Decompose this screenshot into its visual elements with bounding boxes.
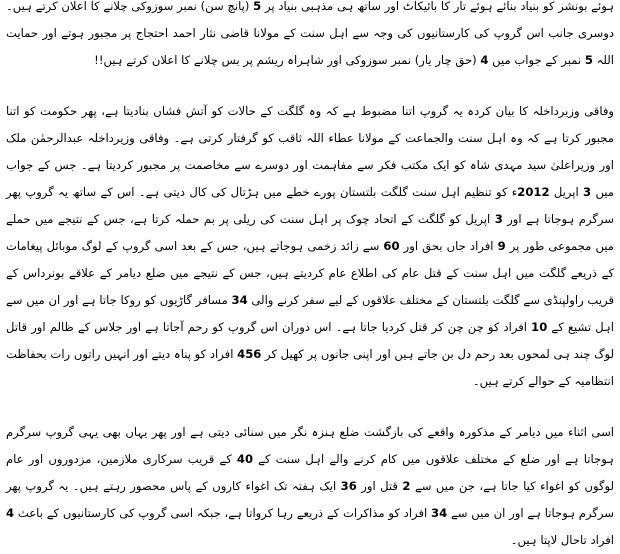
numeral: 3 — [583, 185, 592, 199]
paragraph-2: وفاقی وزیرداخلہ کا بیان کردہ یہ گروپ اتنا مضبوط ہے کہ وہ گلگت کے حالات کو آتش فشاں بنادیتا ہے، پھر حکومت کو اتنا مجبور کرتا ہے کہ وہ اہل سنت والجماعت کے مولانا عطاء اللہ ثاقب کو گرفتار کرتی ہے۔ وفاقی وزیرداخلہ عبدالرحمٰن ملک اور وزیراعلیٰ سید مہدی شاہ کو ایک مکتب فکر سے مفاہمت اور دوسرے سے مخاصمت پر مجبور کردیتا ہے۔ جس کے جواب میں 3 اپریل 2012ء کو تنظیم اہل سنت گلگت بلتستان پورے خطے میں ہڑتال کی کال دیتی ہے۔ اس کے ساتھ یہ گروپ پھر سرگرم ہوجاتا ہے اور 3 اپریل کو گلگت کے اتحاد چوک پر اہل سنت کی ریلی پر بم حملہ کرتا ہے، جس کے نتیجے میں حملے میں مجموعی طور پر 9 افراد جاں بحق اور 60 سے زائد زخمی ہوجاتے ہیں، جس کے بعد اسی گروپ کے لوگ موبائل پیغامات کے ذریعے گلگت میں اہل سنت کے قتل عام کی اطلاع عام کردیتے ہیں، جس کے نتیجے میں ضلع دیامر کے علاقے بونرداس کے قریب راولپنڈی سے گلگت بلتستان کے مختلف علاقوں کے لیے سفر کرنے والی 34 مسافر گاڑیوں کو روکا جاتا ہے اور ان میں سے اہل تشیع کے 10 افراد کو چن چن کر قتل کردیا جاتا ہے۔ اس دوران اس گروپ کو رحم آجاتا ہے اور جلاس کے ظالم اور قاتل لوگ چند ہی لمحوں بعد رحم دل بن جاتے ہیں اور اپنی جانوں پر کھیل کر 456 افراد کو پناہ دیتے اور انہیں راتوں رات بحفاظت انتظامیہ کے حوالے کرتے ہیں۔ — [6, 104, 615, 388]
numeral: 40 — [236, 452, 254, 466]
numeral: 36 — [340, 479, 357, 493]
numeral: 60 — [383, 239, 400, 253]
numeral: 4 — [6, 506, 15, 520]
numeral: 2 — [402, 479, 411, 493]
paragraph-1: ہوئے بونشر کو بنیاد بنائے ہوئے تار کا بائیکاٹ اور ساتھ ہی مذہبی بنیاد پر 5 (پانچ سن) نمبر سوزوکی چلانے کا اعلان کرتے ہیں۔ دوسری جانب اس گروپ کی کارستانیوں کی وجہ سے اہل سنت کے مولانا قاضی نثار احمد احتجاج پر مجبور ہوتے اور حمایت اللہ 5 نمبر کے جواب میں 4 (حق چار یار) نمبر سوزوکی اور شاہراہ ریشم پر بس چلانے کا اعلان کرتے ہیں!! — [6, 0, 614, 67]
numeral: 5 — [253, 0, 262, 13]
numeral: 3 — [494, 212, 503, 226]
numeral: 10 — [531, 320, 548, 334]
numeral: 5 — [584, 53, 593, 67]
numeral: 2012 — [517, 185, 550, 199]
paragraph-3: اسی اثناء میں دیامر کے مذکورہ واقعے کی بازگشت ضلع ہنزہ نگر میں سنائی دیتی ہے اور پھر یہاں بھی یہی گروپ سرگرم ہوجاتا ہے اور ضلع کے مختلف علاقوں میں کام کرنے والے اہل سنت کے 40 کے قریب سرکاری ملازمین، مزدوروں اور عام لوگوں کو اغواء کیا جاتا ہے، جن میں سے 2 قتل اور 36 ایک ہفتہ تک اغواء کاروں کے پاس محصور رہتے ہیں۔ یہ گروپ پھر سرگرم ہوجاتا ہے اور ان میں سے 34 افراد کو مذاکرات کے ذریعے رہا کرواتا ہے، جبکہ اسی گروپ کی کارستانیوں کے باعث 4 افراد تاحال لاپتا ہیں۔ — [6, 425, 615, 547]
numeral: 9 — [497, 239, 506, 253]
numeral: 456 — [237, 347, 262, 361]
numeral: 34 — [431, 506, 448, 520]
numeral: 4 — [480, 53, 489, 67]
numeral: 34 — [231, 293, 248, 307]
